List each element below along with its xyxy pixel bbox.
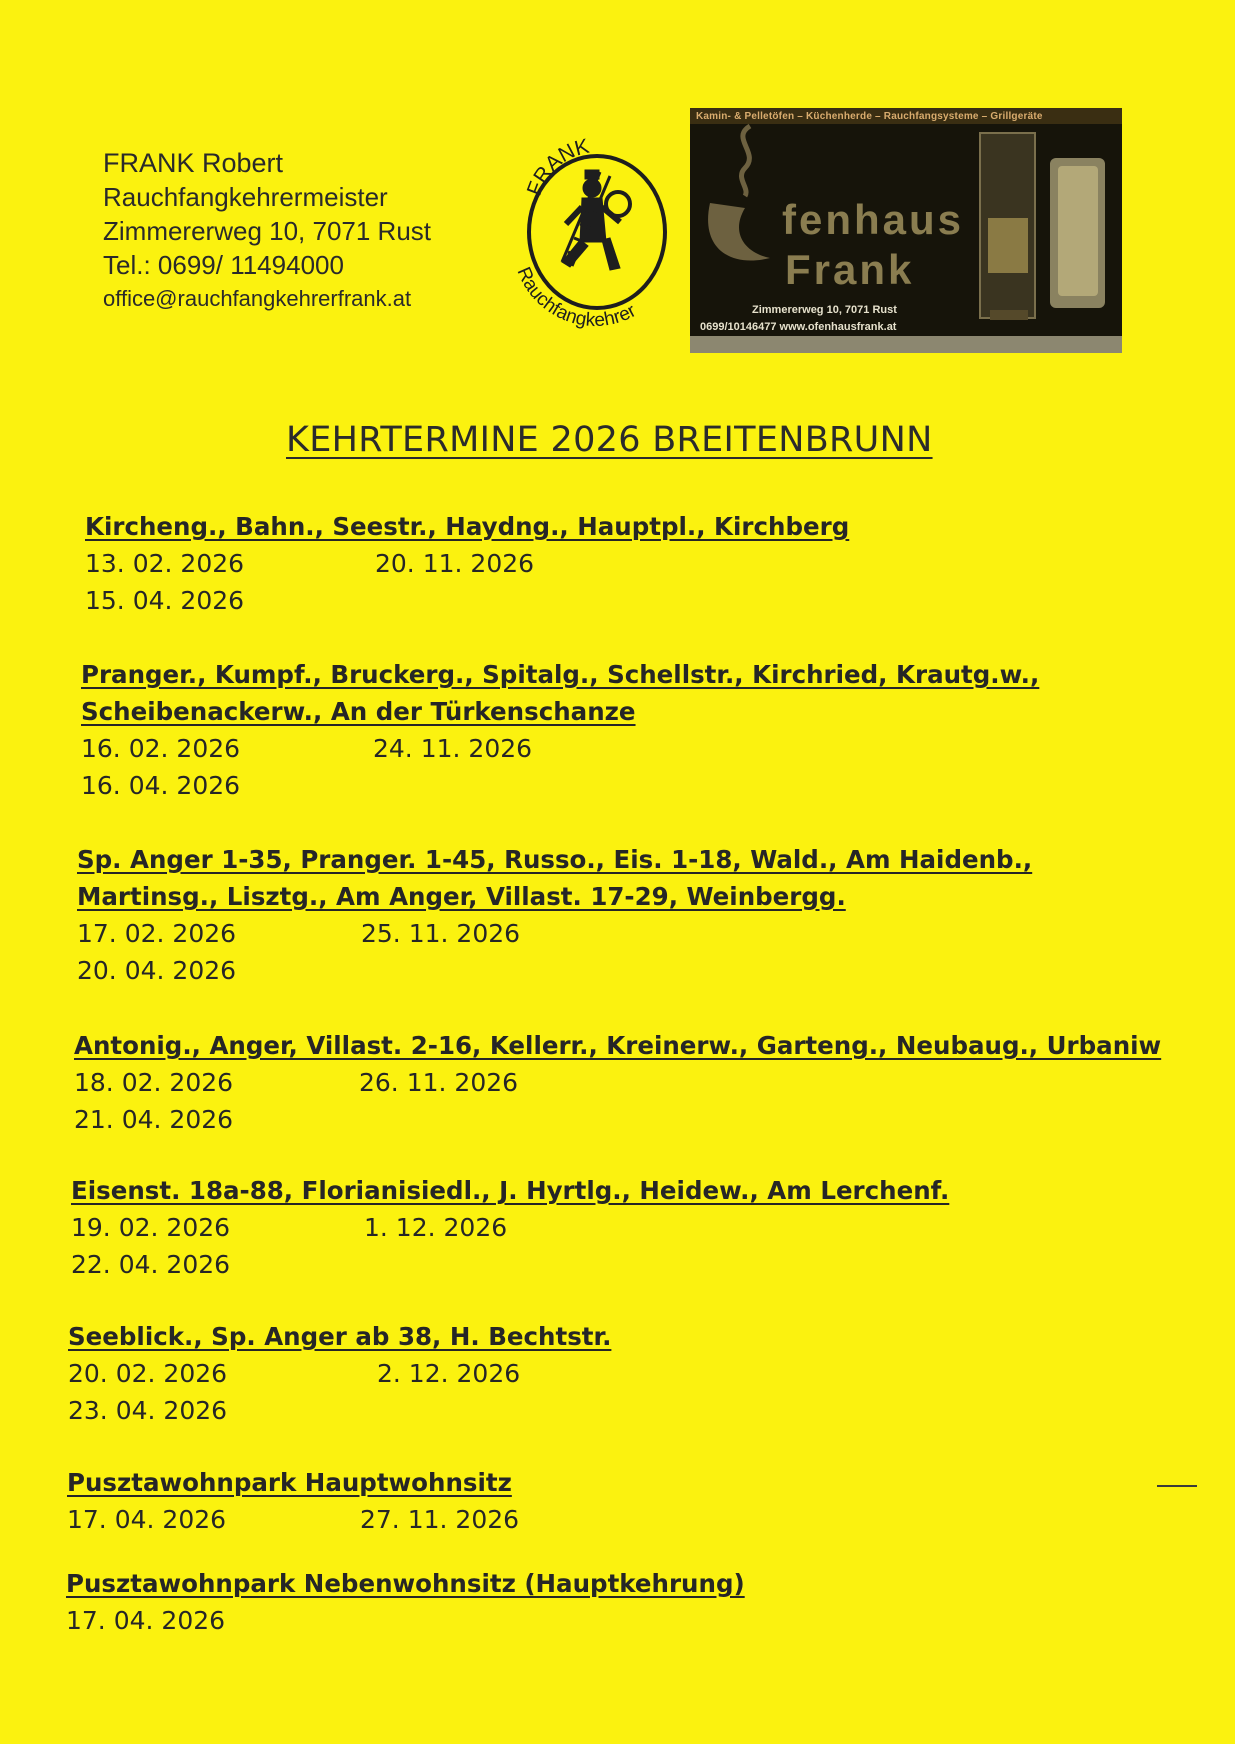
date-autumn-round: 25. 11. 2026 [361,919,521,948]
date-first-round: 17. 04. 2026 [66,1606,226,1635]
date-row [71,1209,949,1246]
schedule-group [67,1464,520,1538]
date-first-round: 20. 02. 2026 [68,1359,228,1388]
street-list: Eisenst. 18a-88, Florianisiedl., J. Hyrtlg., Heidew., Am Lerchenf. [71,1176,950,1205]
date-spring-round: 21. 04. 2026 [74,1105,234,1134]
street-list: Sp. Anger 1-35, Pranger. 1-45, Russo., Eis. 1-18, Wald., Am Haidenb., [77,845,1033,874]
date-row [85,545,849,582]
date-autumn-round: 1. 12. 2026 [364,1213,508,1242]
ofenhaus-advertisement [690,108,1122,353]
ad-address: Zimmererweg 10, 7071 Rust [752,304,897,316]
date-autumn-round: 20. 11. 2026 [375,549,535,578]
date-row [85,582,849,619]
contact-name: FRANK Robert [103,148,284,178]
date-row [81,767,1039,804]
ad-tagline: Kamin- & Pelletöfen – Küchenherde – Rauchfangsysteme – Grillgeräte [696,111,1043,122]
page-title: KEHRTERMINE 2026 BREITENBRUNN [286,420,933,460]
contact-phone: Tel.: 0699/ 11494000 [103,250,344,280]
ad-name-line2: Frank [785,246,915,293]
contact-block [103,146,431,316]
date-row [68,1355,611,1392]
schedule-group [85,508,849,619]
street-list: Antonig., Anger, Villast. 2-16, Kellerr., Kreinerw., Garteng., Neubaug., Urbaniw [74,1031,1162,1060]
ad-contact: 0699/10146477 www.ofenhausfrank.at [700,321,897,333]
contact-address: Zimmererweg 10, 7071 Rust [103,216,432,246]
date-first-round: 19. 02. 2026 [71,1213,231,1242]
date-autumn-round: 26. 11. 2026 [359,1068,519,1097]
ad-name-line1: fenhaus [782,196,965,243]
logo-bottom-text: Rauchfangkehrer [512,264,640,332]
street-list: Pusztawohnpark Hauptwohnsitz [67,1468,512,1497]
schedule-group [81,656,1039,804]
date-row [68,1392,611,1429]
date-row [66,1602,745,1639]
date-spring-round: 23. 04. 2026 [68,1396,228,1425]
date-first-round: 13. 02. 2026 [85,549,245,578]
date-row [74,1064,1161,1101]
date-spring-round: 20. 04. 2026 [77,956,237,985]
contact-title: Rauchfangkehrermeister [103,182,388,212]
schedule-group [74,1027,1161,1138]
contact-email: office@rauchfangkehrerfrank.at [103,286,412,311]
logo-top-text: FRANK [522,134,592,199]
date-first-round: 17. 02. 2026 [77,919,237,948]
street-list: Martinsg., Lisztg., Am Anger, Villast. 17-29, Weinbergg. [77,882,846,911]
date-spring-round: 15. 04. 2026 [85,586,245,615]
date-autumn-round: 24. 11. 2026 [373,734,533,763]
street-list: Pranger., Kumpf., Bruckerg., Spitalg., Schellstr., Kirchried, Krautg.w., [81,660,1040,689]
chimney-sweep-icon [562,170,630,270]
date-spring-round: 16. 04. 2026 [81,771,241,800]
date-row [71,1246,949,1283]
street-list: Seeblick., Sp. Anger ab 38, H. Bechtstr. [68,1322,612,1351]
chimney-sweep-logo [510,112,685,362]
date-autumn-round: 2. 12. 2026 [377,1359,521,1388]
schedule-group [71,1172,949,1283]
date-row [81,730,1039,767]
date-row [67,1501,520,1538]
date-first-round: 18. 02. 2026 [74,1068,234,1097]
schedule-group [68,1318,611,1429]
schedule-group [66,1565,745,1639]
scan-mark [1157,1485,1197,1487]
schedule-group [77,841,1032,989]
date-first-round: 17. 04. 2026 [67,1505,227,1534]
date-row [74,1101,1161,1138]
street-list: Kircheng., Bahn., Seestr., Haydng., Hauptpl., Kirchberg [85,512,850,541]
date-first-round: 16. 02. 2026 [81,734,241,763]
date-row [77,952,1032,989]
street-list: Pusztawohnpark Nebenwohnsitz (Hauptkehrung) [66,1569,745,1598]
street-list: Scheibenackerw., An der Türkenschanze [81,697,636,726]
date-spring-round: 22. 04. 2026 [71,1250,231,1279]
date-autumn-round: 27. 11. 2026 [360,1505,520,1534]
date-row [77,915,1032,952]
